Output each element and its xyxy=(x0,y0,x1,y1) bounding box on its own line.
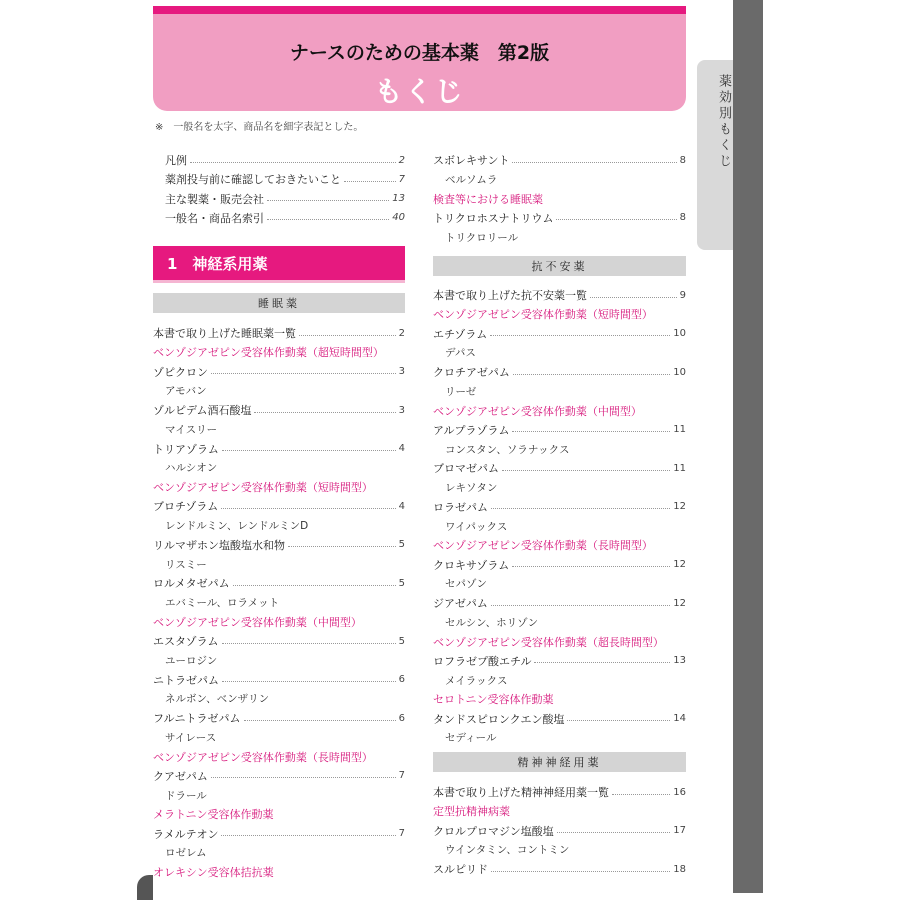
page-number: 5 xyxy=(398,539,405,551)
toc-label: ゾルピデム酒石酸塩 xyxy=(153,404,252,417)
toc-category xyxy=(433,305,686,323)
toc-label: フルニトラゼパム xyxy=(153,712,241,725)
page-number: 5 xyxy=(398,635,405,647)
toc-label: 検査等における睡眠薬 xyxy=(433,192,543,206)
toc-label: ゾピクロン xyxy=(153,365,208,379)
toc-label: ニトラゼパム xyxy=(153,673,219,687)
leader-dots xyxy=(288,546,396,547)
toc-label: 主な製薬・販売会社 xyxy=(165,192,264,206)
toc-label: エチゾラム xyxy=(433,327,488,341)
toc-brand-name xyxy=(165,690,405,708)
toc-label: ベンゾジアゼピン受容体作動薬（短時間型） xyxy=(153,481,373,494)
right-margin-bar xyxy=(733,0,763,893)
leader-dots xyxy=(490,335,670,336)
toc-label: エバミール、ロラメット xyxy=(165,597,280,609)
toc-entry xyxy=(165,190,405,208)
page-number: 11 xyxy=(673,462,686,474)
leader-dots xyxy=(233,585,396,586)
leader-dots xyxy=(211,777,396,778)
subhead-sleep-label: 睡眠薬 xyxy=(258,297,300,310)
toc-entry[interactable] xyxy=(153,709,405,727)
page-number: 12 xyxy=(673,501,686,513)
toc-brand-name xyxy=(165,517,405,535)
toc-label: レキソタン xyxy=(445,482,498,494)
leader-dots xyxy=(221,508,395,509)
subhead-psychotropic xyxy=(433,752,686,772)
toc-entry[interactable] xyxy=(153,324,405,342)
leader-dots xyxy=(222,450,396,451)
toc-label: エスタゾラム xyxy=(153,635,219,648)
toc-label: ウインタミン、コントミン xyxy=(445,844,570,857)
toc-label: クアゼパム xyxy=(153,769,208,783)
toc-label: リスミー xyxy=(165,558,207,571)
leader-dots xyxy=(244,720,396,721)
toc-category xyxy=(433,802,686,820)
page-number: 8 xyxy=(679,154,686,166)
toc-label: 一般名・商品名索引 xyxy=(165,211,264,225)
leader-dots xyxy=(512,431,670,432)
toc-label: セディール xyxy=(445,732,497,745)
leader-dots xyxy=(344,181,396,182)
toc-label: アモバン xyxy=(165,385,207,398)
page-number: 12 xyxy=(673,559,686,570)
toc-entry[interactable] xyxy=(153,632,405,650)
leader-dots xyxy=(557,832,671,833)
leader-dots xyxy=(512,162,676,163)
leader-dots xyxy=(222,643,396,644)
toc-entry[interactable] xyxy=(153,767,405,785)
toc-entry[interactable] xyxy=(153,440,405,458)
toc-brand-name xyxy=(445,382,686,400)
leader-dots xyxy=(491,605,670,606)
page-number: 12 xyxy=(673,597,686,609)
book-title: ナースのための基本薬 第2版 xyxy=(289,42,550,64)
page-number: 17 xyxy=(673,825,686,836)
page-number: 4 xyxy=(398,443,405,454)
toc-category xyxy=(433,190,686,208)
toc-brand-name xyxy=(165,459,405,477)
toc-label: トリクロホスナトリウム xyxy=(433,211,554,225)
leader-dots xyxy=(612,794,670,795)
toc-entry xyxy=(165,170,405,188)
page-number: 3 xyxy=(398,366,405,377)
toc-label: 本書で取り上げた睡眠薬一覧 xyxy=(153,327,296,340)
toc-label: ベンゾジアゼピン受容体作動薬（中間型） xyxy=(153,615,362,629)
toc-label: クロチアゼパム xyxy=(433,366,510,379)
toc-entry[interactable] xyxy=(153,671,405,689)
toc-label: アルプラゾラム xyxy=(433,423,510,437)
leader-dots xyxy=(590,297,677,298)
section-underline xyxy=(153,280,405,283)
toc-entry[interactable] xyxy=(153,401,405,419)
leader-dots xyxy=(491,508,670,509)
toc-label: ブロチゾラム xyxy=(153,500,219,514)
toc-label: リーゼ xyxy=(445,385,477,398)
toc-entry[interactable] xyxy=(433,325,686,343)
toc-entry[interactable] xyxy=(433,209,686,227)
toc-brand-name xyxy=(165,555,405,573)
header-accent-line xyxy=(153,6,686,14)
page-number: 2 xyxy=(398,154,405,166)
toc-category xyxy=(433,633,686,651)
notation-note: ※ 一般名を太字、商品名を細字表記とした。 xyxy=(155,122,364,133)
toc-label: ロフラゼプ酸エチル xyxy=(433,654,532,668)
toc-brand-name xyxy=(445,729,686,747)
toc-brand-name xyxy=(445,440,686,458)
toc-label: リルマザホン塩酸塩水和物 xyxy=(153,538,285,552)
toc-label: レンドルミン、レンドルミンD xyxy=(165,520,309,532)
toc-label: ドラール xyxy=(165,789,207,802)
page-number: 6 xyxy=(398,712,405,724)
leader-dots xyxy=(221,835,395,836)
page-number: 10 xyxy=(673,328,686,339)
page-number: 18 xyxy=(673,863,686,875)
toc-label: ベンゾジアゼピン受容体作動薬（長時間型） xyxy=(433,539,653,553)
toc-label: ベンゾジアゼピン受容体作動薬（短時間型） xyxy=(433,308,653,322)
toc-label: ロルメタゼパム xyxy=(153,577,230,591)
page-corner-mark xyxy=(137,875,153,900)
subhead-sleep xyxy=(153,293,405,313)
toc-entry[interactable] xyxy=(433,822,686,840)
toc-brand-name xyxy=(445,479,686,497)
toc-label: ユーロジン xyxy=(165,654,218,667)
page-number: 5 xyxy=(398,577,405,589)
page-number: 40 xyxy=(392,212,405,224)
toc-title: もくじ xyxy=(374,75,465,108)
toc-category xyxy=(153,748,405,766)
toc-entry[interactable] xyxy=(433,710,686,728)
toc-label: ベルソムラ xyxy=(445,173,498,186)
toc-label: ロラゼパム xyxy=(433,500,488,514)
toc-label: ベンゾジアゼピン受容体作動薬（中間型） xyxy=(433,404,642,418)
leader-dots xyxy=(267,200,389,201)
toc-brand-name xyxy=(445,613,686,631)
toc-brand-name xyxy=(445,841,686,859)
toc-category xyxy=(433,402,686,420)
page-number: 10 xyxy=(673,366,686,378)
page-number: 16 xyxy=(673,786,686,798)
toc-label: ブロマゼパム xyxy=(433,462,499,476)
page-number: 8 xyxy=(679,212,686,224)
toc-label: 定型抗精神病薬 xyxy=(433,805,510,819)
toc-label: ベンゾジアゼピン受容体作動薬（超長時間型） xyxy=(433,635,664,649)
toc-label: サイレース xyxy=(165,731,217,744)
toc-label: ネルボン、ベンザリン xyxy=(165,693,270,706)
toc-brand-name xyxy=(445,170,686,188)
toc-label: ジアゼパム xyxy=(433,597,488,610)
toc-brand-name xyxy=(165,382,405,400)
page-number: 4 xyxy=(398,500,405,512)
toc-label: セパゾン xyxy=(445,578,487,591)
toc-entry[interactable] xyxy=(433,363,686,381)
toc-brand-name xyxy=(445,575,686,593)
toc-entry[interactable] xyxy=(153,536,405,554)
toc-label: スルピリド xyxy=(433,863,488,876)
leader-dots xyxy=(211,373,396,374)
toc-brand-name xyxy=(165,728,405,746)
toc-entry[interactable] xyxy=(433,421,686,439)
toc-entry[interactable] xyxy=(433,459,686,477)
page-number: 2 xyxy=(398,327,405,339)
leader-dots xyxy=(513,374,670,375)
toc-entry[interactable] xyxy=(433,556,686,574)
toc-entry[interactable] xyxy=(433,594,686,612)
page-number: 9 xyxy=(679,289,686,301)
toc-category xyxy=(153,863,405,881)
toc-label: 薬剤投与前に確認しておきたいこと xyxy=(165,173,341,187)
toc-entry[interactable] xyxy=(153,497,405,515)
page-number: 13 xyxy=(673,655,686,667)
toc-label: クロルプロマジン塩酸塩 xyxy=(433,824,554,838)
toc-entry[interactable] xyxy=(433,498,686,516)
toc-brand-name xyxy=(165,651,405,669)
leader-dots xyxy=(534,662,670,663)
toc-entry[interactable] xyxy=(433,652,686,670)
toc-brand-name xyxy=(445,671,686,689)
toc-entry[interactable] xyxy=(153,363,405,381)
toc-brand-name xyxy=(165,786,405,804)
toc-label: クロキサゾラム xyxy=(433,558,510,572)
page-number: 14 xyxy=(673,713,686,724)
leader-dots xyxy=(512,566,670,567)
toc-entry xyxy=(165,151,405,169)
toc-label: 本書で取り上げた抗不安薬一覧 xyxy=(433,289,587,302)
toc-label: 本書で取り上げた精神神経用薬一覧 xyxy=(433,786,609,799)
toc-brand-name xyxy=(445,517,686,535)
page-number: 13 xyxy=(392,193,405,205)
toc-category xyxy=(153,613,405,631)
toc-label: ベンゾジアゼピン受容体作動薬（超短時間型） xyxy=(153,346,384,360)
page-number: 7 xyxy=(398,828,405,839)
toc-brand-name xyxy=(445,228,686,246)
toc-label: トリアゾラム xyxy=(153,442,219,456)
subhead-psychotropic-label: 精神神経用薬 xyxy=(517,756,602,769)
toc-entry[interactable] xyxy=(153,574,405,592)
leader-dots xyxy=(556,219,676,220)
leader-dots xyxy=(299,335,396,336)
leader-dots xyxy=(491,871,670,872)
header-banner xyxy=(153,14,686,111)
leader-dots xyxy=(222,681,396,682)
leader-dots xyxy=(502,470,670,471)
page-number: 3 xyxy=(398,404,405,416)
toc-entry[interactable] xyxy=(433,286,686,304)
subhead-anxiolytic xyxy=(433,256,686,276)
section-heading xyxy=(153,246,405,280)
toc-label: メラトニン受容体作動薬 xyxy=(153,808,274,822)
leader-dots xyxy=(254,412,395,413)
toc-brand-name xyxy=(165,594,405,612)
side-tab-label: 薬効別もくじ xyxy=(716,74,731,170)
section-title: 1 神経系用薬 xyxy=(167,254,268,273)
toc-entry[interactable] xyxy=(433,783,686,801)
toc-brand-name xyxy=(165,844,405,862)
side-tab[interactable] xyxy=(697,60,733,250)
toc-label: マイスリー xyxy=(165,423,218,436)
toc-label: 凡例 xyxy=(165,154,187,167)
leader-dots xyxy=(190,162,396,163)
toc-label: ベンゾジアゼピン受容体作動薬（長時間型） xyxy=(153,750,373,764)
toc-entry[interactable] xyxy=(153,825,405,843)
page-number: 11 xyxy=(673,424,686,436)
toc-label: ハルシオン xyxy=(165,462,218,475)
page-number: 6 xyxy=(398,674,405,685)
toc-entry xyxy=(165,209,405,227)
toc-category xyxy=(433,536,686,554)
toc-label: スボレキサント xyxy=(433,154,510,167)
toc-label: セロトニン受容体作動薬 xyxy=(433,693,554,707)
toc-entry[interactable] xyxy=(433,151,686,169)
page-number: 7 xyxy=(398,173,405,185)
subhead-anxiolytic-label: 抗不安薬 xyxy=(531,260,588,273)
toc-category xyxy=(153,343,405,361)
toc-brand-name xyxy=(165,420,405,438)
toc-label: セルシン、ホリゾン xyxy=(445,616,539,629)
toc-label: デパス xyxy=(445,347,476,360)
page-number: 7 xyxy=(398,770,405,782)
toc-brand-name xyxy=(445,344,686,362)
toc-category xyxy=(153,805,405,823)
toc-label: トリクロリール xyxy=(445,231,519,244)
toc-category xyxy=(433,690,686,708)
toc-label: ラメルテオン xyxy=(153,827,219,841)
toc-entry[interactable] xyxy=(433,860,686,878)
toc-label: タンドスピロンクエン酸塩 xyxy=(433,712,565,726)
toc-label: メイラックス xyxy=(445,674,508,687)
toc-category xyxy=(153,478,405,496)
leader-dots xyxy=(267,219,389,220)
leader-dots xyxy=(567,720,670,721)
toc-label: コンスタン、ソラナックス xyxy=(445,443,570,456)
toc-label: オレキシン受容体拮抗薬 xyxy=(153,866,274,879)
toc-label: ワイパックス xyxy=(445,520,508,533)
toc-label: ロゼレム xyxy=(165,847,207,860)
